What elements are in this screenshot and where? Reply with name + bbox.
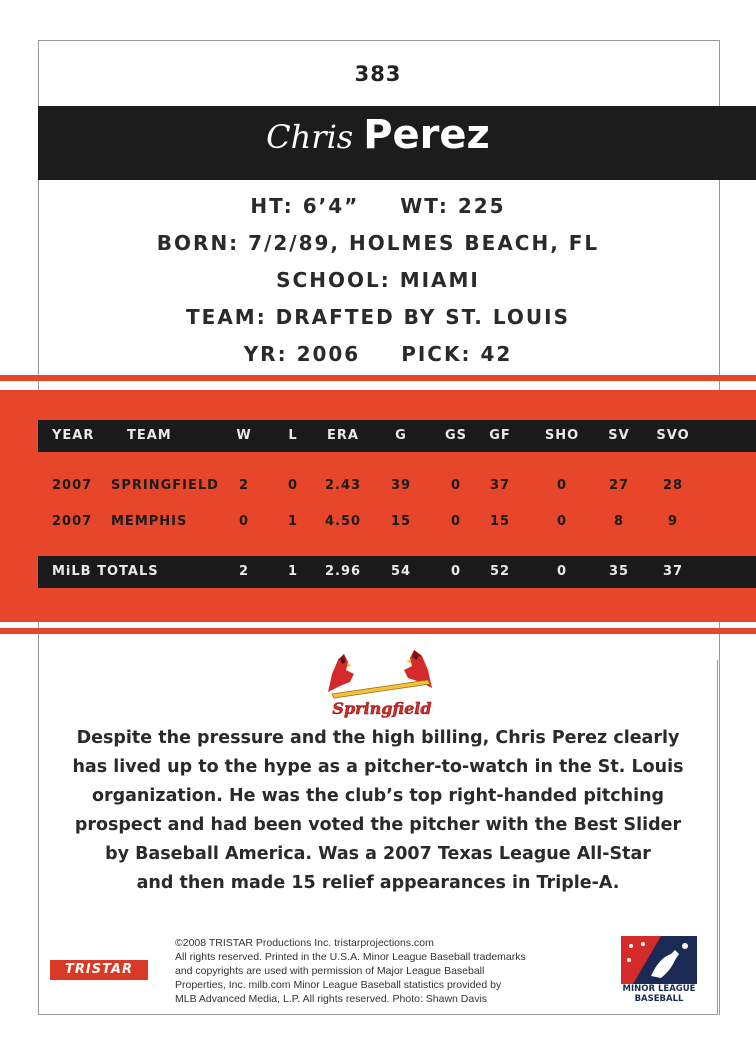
totals-cell: 35 <box>608 564 630 579</box>
bio-born <box>0 231 756 255</box>
table-cell: 0 <box>450 478 462 493</box>
frame-line-left <box>38 660 39 1014</box>
legal-line: ©2008 TRISTAR Productions Inc. tristarprojections.com <box>175 937 434 949</box>
blurb-line: by Baseball America. Was a 2007 Texas League All-Star <box>105 844 651 864</box>
milb-logo-icon <box>621 936 697 984</box>
col-header-w: W <box>236 428 252 443</box>
table-cell: 2 <box>238 478 250 493</box>
player-name <box>0 112 756 158</box>
pick-label: PICK: <box>401 342 472 366</box>
totals-cell: 2 <box>238 564 250 579</box>
bio-team <box>0 305 756 329</box>
height-value: 6’4” <box>302 194 360 218</box>
frame-line-right <box>717 660 718 1014</box>
table-cell: 0 <box>556 514 568 529</box>
weight-value: 225 <box>457 194 506 218</box>
col-header-g: G <box>395 428 407 443</box>
born-value: 7/2/89, HOLMES BEACH, FL <box>248 231 600 255</box>
totals-label: MiLB TOTALS <box>52 564 159 579</box>
table-cell: 9 <box>667 514 679 529</box>
col-header-gf: GF <box>489 428 511 443</box>
milb-line2: BASEBALL <box>634 994 684 1004</box>
bio-height-weight <box>0 194 756 218</box>
col-header-sho: SHO <box>544 428 580 443</box>
totals-cell: 2.96 <box>324 564 362 579</box>
blurb-line: prospect and had been voted the pitcher with the Best Slider <box>74 815 682 835</box>
team-value: DRAFTED BY ST. LOUIS <box>275 305 570 329</box>
col-header-sv: SV <box>608 428 630 443</box>
totals-cell: 54 <box>390 564 412 579</box>
blurb-line: Despite the pressure and the high billing, Chris Perez clearly <box>76 728 680 748</box>
height-label: HT: <box>250 194 294 218</box>
red-stripe-top <box>0 375 756 381</box>
table-cell: 2.43 <box>324 478 362 493</box>
table-cell: MEMPHIS <box>111 514 188 529</box>
table-cell: 39 <box>390 478 412 493</box>
legal-line: and copyrights are used with permission of Major League Baseball <box>175 965 485 977</box>
table-cell: 0 <box>450 514 462 529</box>
school-label: SCHOOL: <box>276 268 391 292</box>
totals-cell: 52 <box>489 564 511 579</box>
blurb-line: and then made 15 relief appearances in Triple-A. <box>136 873 620 893</box>
milb-line1: MINOR LEAGUE <box>622 984 696 994</box>
col-header-gs: GS <box>444 428 468 443</box>
year-label: YR: <box>243 342 288 366</box>
year-value: 2006 <box>296 342 361 366</box>
weight-label: WT: <box>400 194 449 218</box>
table-cell: 15 <box>390 514 412 529</box>
table-cell: 2007 <box>52 478 93 493</box>
col-header-svo: SVO <box>656 428 690 443</box>
born-label: BORN: <box>156 231 240 255</box>
table-cell: SPRINGFIELD <box>111 478 219 493</box>
card-number: 383 <box>354 62 402 86</box>
pick-value: 42 <box>480 342 513 366</box>
col-header-era: ERA <box>327 428 359 443</box>
legal-line: Properties, Inc. milb.com Minor League Baseball statistics provided by <box>175 979 502 991</box>
table-cell: 0 <box>287 478 299 493</box>
blurb-line: has lived up to the hype as a pitcher-to-watch in the St. Louis <box>72 757 684 777</box>
milb-wordmark <box>612 984 706 1004</box>
table-cell: 27 <box>608 478 630 493</box>
table-cell: 1 <box>287 514 299 529</box>
red-stripe-bottom <box>0 628 756 634</box>
bio-school <box>0 268 756 292</box>
col-header-l: L <box>288 428 298 443</box>
table-cell: 15 <box>489 514 511 529</box>
table-cell: 28 <box>662 478 684 493</box>
table-cell: 8 <box>613 514 625 529</box>
totals-cell: 0 <box>450 564 462 579</box>
totals-cell: 0 <box>556 564 568 579</box>
table-cell: 2007 <box>52 514 93 529</box>
totals-cell: 37 <box>662 564 684 579</box>
col-header-year: YEAR <box>52 428 95 443</box>
legal-line: MLB Advanced Media, L.P. All rights reserved. Photo: Shawn Davis <box>175 993 488 1005</box>
legal-text <box>175 936 605 1006</box>
tristar-logo: TRISTAR <box>50 960 148 980</box>
bio-draft <box>0 342 756 366</box>
table-cell: 4.50 <box>324 514 362 529</box>
springfield-cardinals-logo <box>310 640 450 720</box>
blurb-line: organization. He was the club’s top right-handed pitching <box>91 786 665 806</box>
first-name: Chris <box>266 118 354 156</box>
team-logo-wordmark: Springfield <box>332 699 432 718</box>
card-frame-bottom <box>38 1014 718 1015</box>
team-label: TEAM: <box>186 305 267 329</box>
totals-cell: 1 <box>287 564 299 579</box>
col-header-team: TEAM <box>127 428 172 443</box>
player-bio-blurb <box>60 724 696 898</box>
table-cell: 37 <box>489 478 511 493</box>
last-name: Perez <box>363 112 490 158</box>
table-cell: 0 <box>238 514 250 529</box>
school-value: MIAMI <box>399 268 480 292</box>
table-cell: 0 <box>556 478 568 493</box>
legal-line: All rights reserved. Printed in the U.S.A. Minor League Baseball trademarks <box>175 951 526 963</box>
